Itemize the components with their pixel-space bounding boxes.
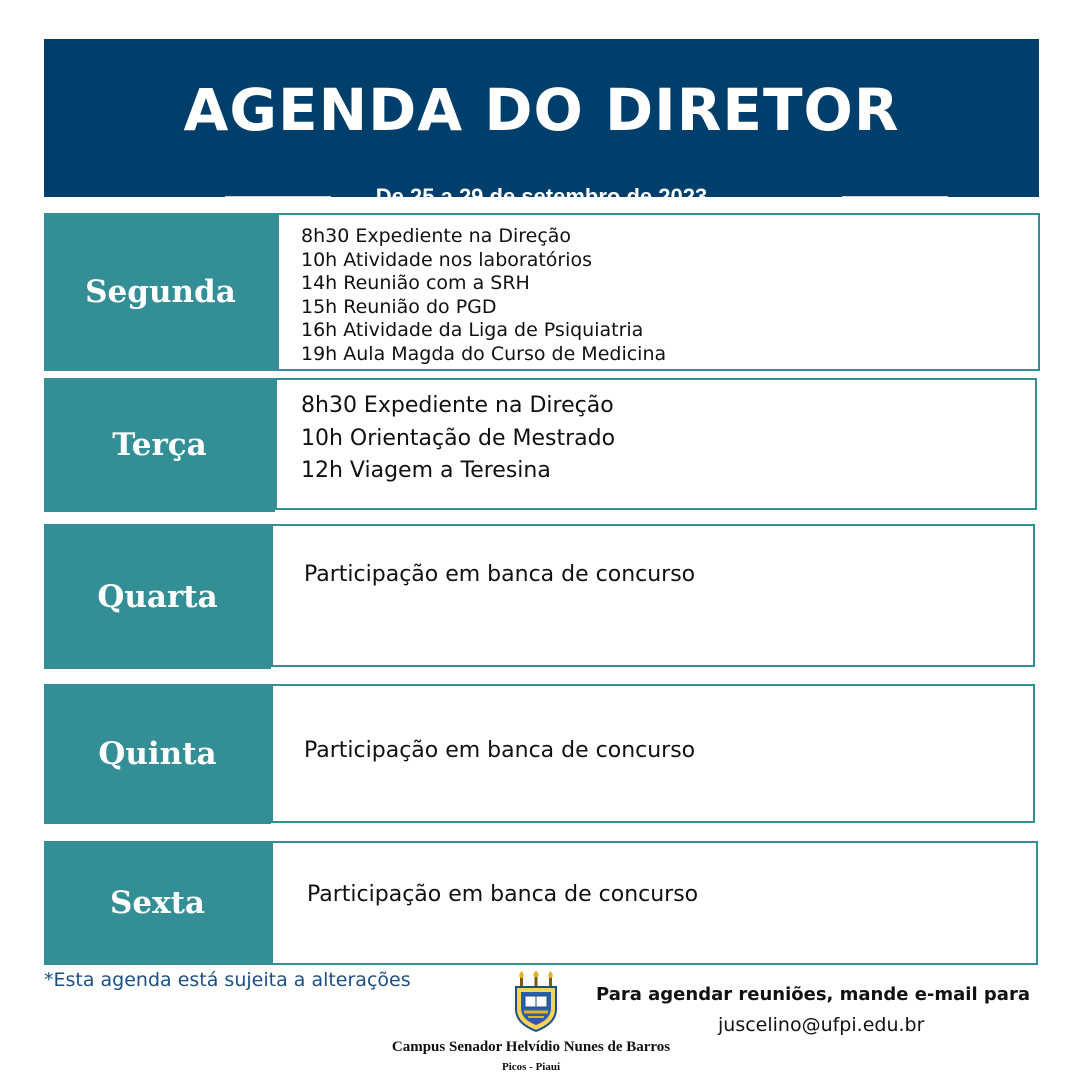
day-row-terca bbox=[44, 378, 1037, 512]
schedule-item: Participação em banca de concurso bbox=[307, 882, 699, 907]
header-banner bbox=[44, 39, 1039, 209]
schedule-list bbox=[301, 390, 615, 488]
schedule-item: 14h Reunião com a SRH bbox=[301, 272, 530, 295]
contact-prompt: Para agendar reuniões, mande e-mail para bbox=[596, 984, 1030, 1005]
day-label: Quinta bbox=[44, 684, 271, 824]
schedule-item: 8h30 Expediente na Direção bbox=[301, 393, 614, 418]
day-label: Quarta bbox=[44, 524, 271, 669]
day-schedule-box bbox=[277, 213, 1040, 371]
day-row-quarta bbox=[44, 524, 1035, 669]
ufpi-crest-icon bbox=[511, 971, 561, 1033]
campus-location: Picos - Piauí bbox=[501, 1061, 561, 1073]
day-row-quinta bbox=[44, 684, 1035, 824]
day-schedule-box bbox=[275, 378, 1037, 510]
day-label: Terça bbox=[44, 378, 275, 512]
schedule-list bbox=[304, 737, 695, 765]
schedule-list bbox=[307, 881, 698, 909]
date-range: De 25 a 29 de setembro de 2023 bbox=[375, 184, 708, 209]
contact-email[interactable]: juscelino@ufpi.edu.br bbox=[718, 1014, 925, 1036]
schedule-item: 16h Atividade da Liga de Psiquiatria bbox=[301, 319, 644, 342]
disclaimer-note: *Esta agenda está sujeita a alterações bbox=[44, 969, 411, 991]
schedule-item: 10h Atividade nos laboratórios bbox=[301, 248, 593, 271]
day-row-segunda bbox=[44, 213, 1040, 371]
schedule-item: 10h Orientação de Mestrado bbox=[301, 425, 616, 451]
day-schedule-box bbox=[271, 524, 1035, 667]
day-schedule-box bbox=[271, 841, 1038, 965]
day-label: Segunda bbox=[44, 213, 277, 371]
schedule-item: Participação em banca de concurso bbox=[304, 562, 696, 587]
schedule-list bbox=[301, 225, 666, 367]
subtitle-rule-right bbox=[842, 196, 948, 197]
schedule-item: 12h Viagem a Teresina bbox=[301, 458, 551, 483]
schedule-item: 8h30 Expediente na Direção bbox=[301, 225, 572, 247]
schedule-item: Participação em banca de concurso bbox=[304, 738, 696, 763]
campus-name: Campus Senador Helvídio Nunes de Barros bbox=[391, 1039, 671, 1055]
schedule-item: 15h Reunião do PGD bbox=[301, 295, 497, 318]
day-label: Sexta bbox=[44, 841, 271, 965]
schedule-item: 19h Aula Magda do Curso de Medicina bbox=[301, 342, 667, 365]
day-row-sexta bbox=[44, 841, 1038, 965]
schedule-list bbox=[304, 561, 695, 589]
day-schedule-box bbox=[271, 684, 1035, 823]
page-title: AGENDA DO DIRETOR bbox=[183, 76, 900, 144]
